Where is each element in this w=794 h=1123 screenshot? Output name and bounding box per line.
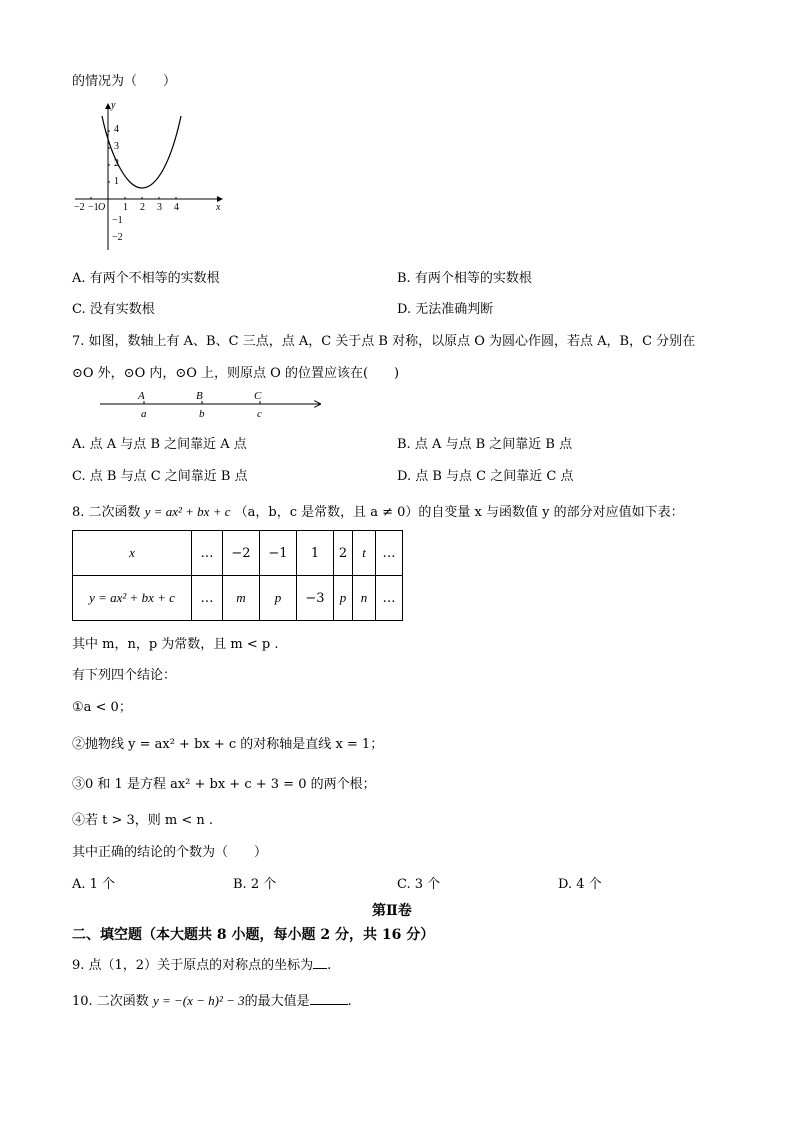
y-tick: 1 — [114, 176, 119, 187]
value-table — [72, 530, 403, 621]
q8-conclusion-4: ④若 t > 3，则 m < n . — [72, 813, 214, 828]
table-cell: −1 — [260, 531, 297, 576]
q8-stem-rest: （a，b，c 是常数，且 a ≠ 0）的自变量 x 与函数值 y 的部分对应值如下表： — [234, 505, 684, 520]
x-tick: 4 — [174, 202, 179, 213]
parabola-graph — [70, 98, 230, 258]
point-b-label: B — [196, 390, 203, 402]
origin-label: O — [98, 202, 106, 213]
point-c-label: C — [254, 390, 262, 402]
q7-option-b: B. 点 A 与点 B 之间靠近 B 点 — [397, 437, 573, 452]
q6-tail: 的情况为（ ） — [72, 74, 177, 89]
q7-stem-line2: ⊙O 外，⊙O 内，⊙O 上，则原点 O 的位置应该在( ) — [72, 366, 400, 381]
q10-answer-blank[interactable] — [310, 1004, 348, 1005]
y-tick: 2 — [114, 158, 119, 169]
y-tick: −2 — [112, 232, 123, 243]
table-cell: … — [376, 531, 403, 576]
q8-conclusions-intro: 有下列四个结论： — [72, 668, 177, 683]
table-cell: … — [192, 576, 223, 621]
table-cell: y = ax² + bx + c — [73, 576, 192, 621]
value-b-label: b — [199, 408, 205, 420]
q6-option-d: D. 无法准确判断 — [397, 302, 494, 317]
q8-conclusion-1: ①a < 0； — [72, 700, 132, 715]
q7-option-d: D. 点 B 与点 C 之间靠近 C 点 — [397, 469, 574, 484]
q8-stem — [72, 501, 684, 520]
q9-answer-blank[interactable] — [313, 968, 327, 969]
q10-function: y = −(x − h)² − 3 — [152, 993, 245, 1008]
q8-option-b: B. 2 个 — [233, 877, 277, 892]
table-cell: … — [376, 576, 403, 621]
q7-option-c: C. 点 B 与点 C 之间靠近 B 点 — [72, 469, 248, 484]
y-tick: −1 — [112, 215, 123, 226]
q8-option-a: A. 1 个 — [72, 877, 116, 892]
q8-question: 其中正确的结论的个数为（ ） — [72, 845, 268, 860]
x-tick: −1 — [88, 202, 99, 213]
q10-stem: 的最大值是 — [244, 994, 310, 1009]
value-a-label: a — [141, 408, 147, 420]
table-cell: p — [260, 576, 297, 621]
q8-option-d: D. 4 个 — [558, 877, 602, 892]
q8-option-c: C. 3 个 — [397, 877, 441, 892]
q9-end: . — [327, 958, 332, 973]
table-cell: p — [334, 576, 353, 621]
x-tick: −2 — [74, 202, 85, 213]
q10-number: 10. 二次函数 — [72, 994, 149, 1009]
table-cell: t — [353, 531, 376, 576]
q8-conclusion-2: ②抛物线 y = ax² + bx + c 的对称轴是直线 x = 1； — [72, 737, 384, 752]
table-cell: n — [353, 576, 376, 621]
table-cell: 1 — [297, 531, 334, 576]
q8-number: 8. 二次函数 — [72, 505, 141, 520]
q6-option-c: C. 没有实数根 — [72, 302, 155, 317]
value-c-label: c — [257, 408, 262, 420]
table-row — [73, 576, 403, 621]
q10 — [72, 990, 352, 1009]
table-cell: … — [192, 531, 223, 576]
x-tick: 1 — [123, 202, 128, 213]
y-axis-label: y — [111, 100, 116, 111]
x-tick: 3 — [157, 202, 162, 213]
part2-title: 第Ⅱ卷 — [372, 903, 412, 919]
y-tick: 4 — [114, 124, 119, 135]
q7-stem-line1: 7. 如图，数轴上有 A、B、C 三点，点 A，C 关于点 B 对称，以原点 O 为圆心作圆，若点 A，B，C 分别在 — [72, 334, 696, 349]
x-axis-label: x — [216, 202, 221, 213]
q6-option-b: B. 有两个相等的实数根 — [397, 271, 532, 286]
q8-conclusion-3: ③0 和 1 是方程 ax² + bx + c + 3 = 0 的两个根； — [72, 777, 376, 792]
q9-stem: 9. 点（1，2）关于原点的对称点的坐标为 — [72, 958, 314, 973]
table-cell: −2 — [223, 531, 260, 576]
q7-option-a: A. 点 A 与点 B 之间靠近 A 点 — [72, 437, 247, 452]
table-cell: 2 — [334, 531, 353, 576]
q8-note: 其中 m，n，p 为常数，且 m < p . — [72, 637, 279, 652]
q8-function: y = ax² + bx + c — [144, 504, 231, 519]
q6-option-a: A. 有两个不相等的实数根 — [72, 271, 220, 286]
section2-header: 二、填空题（本大题共 8 小题，每小题 2 分，共 16 分） — [72, 927, 435, 943]
number-line — [95, 388, 330, 420]
x-tick: 2 — [140, 202, 145, 213]
q10-end: . — [347, 994, 352, 1009]
table-cell: m — [223, 576, 260, 621]
y-tick: 3 — [114, 141, 119, 152]
table-cell: −3 — [297, 576, 334, 621]
table-row — [73, 531, 403, 576]
point-a-label: A — [138, 390, 145, 402]
table-cell: x — [73, 531, 192, 576]
q9 — [72, 954, 331, 973]
